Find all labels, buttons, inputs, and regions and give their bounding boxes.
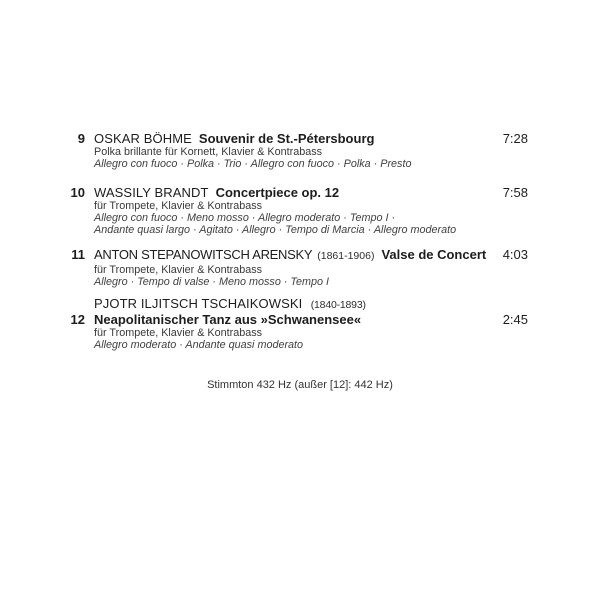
track-main-line xyxy=(94,312,528,327)
composer-dates: (1840-1893) xyxy=(310,299,366,311)
track-group xyxy=(61,297,528,351)
work-title: Neapolitanischer Tanz aus »Schwanensee« xyxy=(94,312,362,327)
scoring-line: Polka brillante für Kornett, Klavier & Kontrabass xyxy=(94,146,323,158)
composer-name: PJOTR ILJITSCH TSCHAIKOWSKI xyxy=(94,296,303,311)
track-row xyxy=(61,131,528,170)
track-body xyxy=(94,131,528,170)
track-body xyxy=(94,247,528,288)
scoring-line: für Trompete, Klavier & Kontrabass xyxy=(94,200,263,212)
tempo-line: Andante quasi largo · Agitato · Allegro · Tempo di Marcia · Allegro moderato xyxy=(94,224,457,236)
track-duration: 2:45 xyxy=(502,312,528,327)
track-main-line xyxy=(94,131,528,146)
tempo-line: Allegro con fuoco · Polka · Trio · Allegro con fuoco · Polka · Presto xyxy=(94,158,412,170)
scoring-line: für Trompete, Klavier & Kontrabass xyxy=(94,264,263,276)
track-row xyxy=(61,185,528,236)
track-row xyxy=(61,312,528,351)
composer-dates: (1861-1906) xyxy=(317,250,375,262)
tempo-line: Allegro con fuoco · Meno mosso · Allegro moderato · Tempo I · xyxy=(94,212,396,224)
track-main-line xyxy=(94,247,528,264)
tempo-line: Allegro · Tempo di valse · Meno mosso · Tempo I xyxy=(94,276,330,288)
track-body xyxy=(94,185,528,236)
track-main-line xyxy=(94,185,528,200)
scoring-line: für Trompete, Klavier & Kontrabass xyxy=(94,327,263,339)
track-body xyxy=(94,312,528,351)
track-duration: 4:03 xyxy=(502,247,528,262)
composer-name: WASSILY BRANDT xyxy=(94,185,209,200)
track-number: 11 xyxy=(71,247,85,262)
tracklist xyxy=(61,131,528,351)
track-duration: 7:28 xyxy=(502,131,528,146)
work-title: Concertpiece op. 12 xyxy=(215,185,340,200)
composer-line xyxy=(61,297,528,312)
track-duration: 7:58 xyxy=(502,185,528,200)
composer-name: ANTON STEPANOWITSCH ARENSKY xyxy=(94,247,313,262)
work-title: Valse de Concert xyxy=(381,247,487,262)
work-title: Souvenir de St.-Pétersbourg xyxy=(198,131,375,146)
tempo-line: Allegro moderato · Andante quasi moderato xyxy=(94,339,304,351)
composer-name: OSKAR BÖHME xyxy=(94,131,192,146)
track-row xyxy=(61,247,528,288)
track-number: 12 xyxy=(70,312,85,327)
track-number: 9 xyxy=(77,131,85,146)
tuning-note: Stimmton 432 Hz (außer [12]: 442 Hz) xyxy=(207,379,393,391)
track-number: 10 xyxy=(70,185,85,200)
